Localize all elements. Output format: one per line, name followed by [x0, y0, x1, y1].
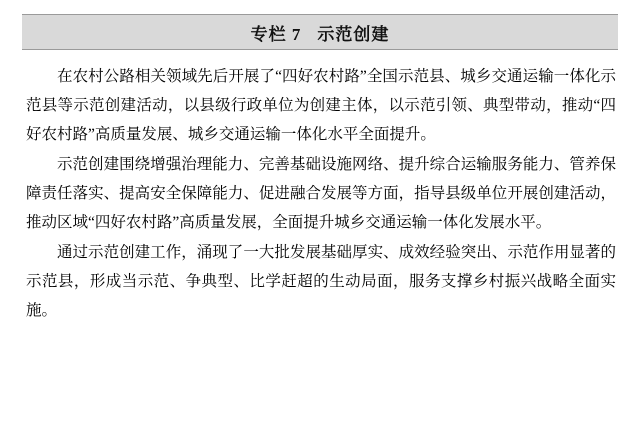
paragraph: 在农村公路相关领域先后开展了“四好农村路”全国示范县、城乡交通运输一体化示范县等示范创建活动，以县级行政单位为创建主体，以示范引领、典型带动，推动“四好农村路”高质量发展、城乡交通运输一体化水平全面提升。 — [26, 68, 616, 143]
paragraph: 通过示范创建工作，涌现了一大批发展基础厚实、成效经验突出、示范作用显著的示范县，形成当示范、争典型、比学赶超的生动局面，服务支撑乡村振兴战略全面实施。 — [26, 244, 616, 319]
callout-heading: 示范创建 — [317, 24, 390, 44]
callout-body — [26, 62, 616, 325]
document-page — [0, 14, 640, 425]
paragraph: 示范创建围绕增强治理能力、完善基础设施网络、提升综合运输服务能力、管养保障责任落实、提高安全保障能力、促进融合发展等方面，指导县级单位开展创建活动，推动区域“四好农村路”高质量发展，全面提升城乡交通运输一体化发展水平。 — [26, 156, 616, 231]
callout-title-bar — [22, 14, 618, 50]
callout-title — [251, 20, 390, 45]
callout-label: 专栏 7 — [250, 24, 302, 44]
